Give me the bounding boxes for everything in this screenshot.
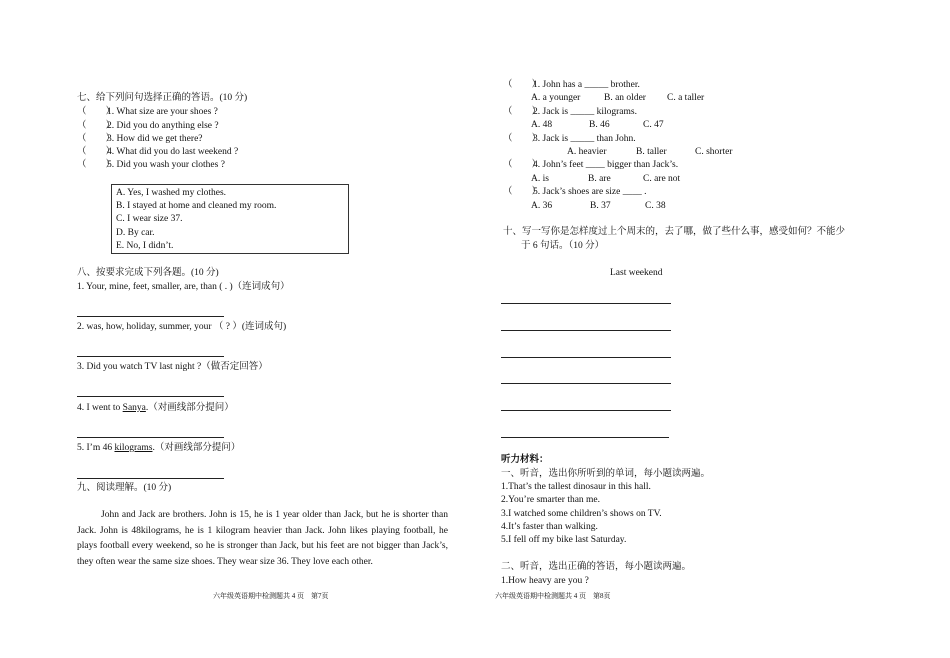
s8-q1: 1. Your, mine, feet, smaller, are, than ( . )（连词成句） [77,282,290,292]
s8-q3: 3. Did you watch TV last night ?（做否定回答） [77,362,268,372]
s7-option-a: A. Yes, I washed my clothes. [116,188,227,198]
section-10-line-1: 十、写一写你是怎样度过上个周末的，去了哪，做了些什么事，感受如何？不能少 [503,227,846,237]
listening-part-1-title: 一、听音，选出你所听到的单词，每小题读两遍。 [501,469,711,479]
left-page-footer: 六年级英语期中检测题共 4 页 第7页 [213,592,329,600]
r-blank-3: （ ） [503,134,542,144]
s8-q4-underlined: Sanya [122,403,146,413]
writing-line-3[interactable] [501,357,671,358]
r-q4-opt-c: C. are not [643,174,681,184]
writing-line-2[interactable] [501,330,671,331]
r-q3-opt-c: C. shorter [695,147,733,157]
writing-line-5[interactable] [501,410,671,411]
section-8-title: 八、按要求完成下列各题。(10 分) [77,268,219,278]
s7-item-4: 4. What did you do last weekend ? [107,147,239,157]
r-q1-opt-a: A. a younger [531,93,581,103]
r-q5: 5. Jack’s shoes are size ____ . [533,187,647,197]
s7-item-1: 1. What size are your shoes ? [107,107,218,117]
r-q3: 3. Jack is _____ than John. [533,134,636,144]
writing-line-6[interactable] [501,437,669,438]
listening-title: 听力材料： [501,455,549,465]
r-q2-opt-c: C. 47 [643,120,664,130]
s7-blank-3: （ ） [77,134,116,144]
r-q2-opt-b: B. 46 [589,120,610,130]
writing-title: Last weekend [610,268,663,278]
r-blank-5: （ ） [503,187,542,197]
r-q5-opt-a: A. 36 [531,201,553,211]
section-10-line-2: 于 6 句话。（10 分） [521,241,605,251]
r-q5-opt-c: C. 38 [645,201,666,211]
s8-q5-underlined: kilograms [114,443,153,453]
s7-blank-4: （ ） [77,147,116,157]
section-7-title: 七、给下列问句选择正确的答语。(10 分) [77,93,248,103]
listening-1-item-4: 4.It’s faster than walking. [501,522,598,532]
r-q3-opt-a: A. heavier [567,147,607,157]
s8-answer-line-3[interactable] [77,396,224,397]
r-q3-opt-b: B. taller [636,147,667,157]
r-q4: 4. John’s feet ____ bigger than Jack’s. [533,160,679,170]
r-q2-opt-a: A. 48 [531,120,553,130]
s8-answer-line-2[interactable] [77,356,224,357]
s7-blank-5: （ ） [77,160,116,170]
listening-1-item-2: 2.You’re smarter than me. [501,495,601,505]
s7-item-3: 3. How did we get there? [107,134,203,144]
s8-answer-line-4[interactable] [77,437,224,438]
r-blank-4: （ ） [503,160,542,170]
r-q1: 1. John has a _____ brother. [533,80,640,90]
r-blank-2: （ ） [503,107,542,117]
listening-1-item-1: 1.That’s the tallest dinosaur in this hall. [501,482,651,492]
r-q2: 2. Jack is _____ kilograms. [533,107,637,117]
s7-option-e: E. No, I didn’t. [116,241,174,251]
s8-q4: 4. I went to Sanya.（对画线部分提问） [77,403,234,413]
r-q4-opt-a: A. is [531,174,549,184]
writing-line-4[interactable] [501,383,671,384]
r-q5-opt-b: B. 37 [590,201,611,211]
s7-blank-2: （ ） [77,121,116,131]
listening-1-item-5: 5.I fell off my bike last Saturday. [501,535,627,545]
writing-line-1[interactable] [501,303,671,304]
s9-passage: John and Jack are brothers. John is 15, he is 1 year older than Jack, but he is shorter than Jack. John is 48kilograms, he is 1 kilogram heavier than Jack. John likes playing football, he plays football every weekend, so he is stronger than Jack, but his feet are not bigger than Jack’s, they often wear the same size shoes. They wear size 36. They love each other. [77,510,448,567]
s8-q2: 2. was, how, holiday, summer, your （ ? ）(连词成句) [77,322,287,332]
s7-blank-1: （ ） [77,107,116,117]
r-q1-opt-c: C. a taller [667,93,705,103]
r-q1-opt-b: B. an older [604,93,646,103]
s8-answer-line-1[interactable] [77,316,224,317]
r-blank-1: （ ） [503,80,542,90]
s7-option-c: C. I wear size 37. [116,214,183,224]
section-9-title: 九、阅读理解。(10 分) [77,483,172,493]
r-q4-opt-b: B. are [588,174,611,184]
right-page-footer: 六年级英语期中检测题共 4 页 第8页 [495,592,611,600]
s7-item-5: 5. Did you wash your clothes ? [107,160,225,170]
s7-option-d: D. By car. [116,228,155,238]
listening-2-item-1: 1.How heavy are you ? [501,576,589,586]
listening-1-item-3: 3.I watched some children’s shows on TV. [501,509,662,519]
listening-part-2-title: 二、听音，选出正确的答语，每小题读两遍。 [501,562,692,572]
s8-answer-line-5[interactable] [77,478,224,479]
s7-item-2: 2. Did you do anything else ? [107,121,219,131]
s8-q5: 5. I’m 46 kilograms.（对画线部分提问） [77,443,241,453]
s7-option-b: B. I stayed at home and cleaned my room. [116,201,277,211]
